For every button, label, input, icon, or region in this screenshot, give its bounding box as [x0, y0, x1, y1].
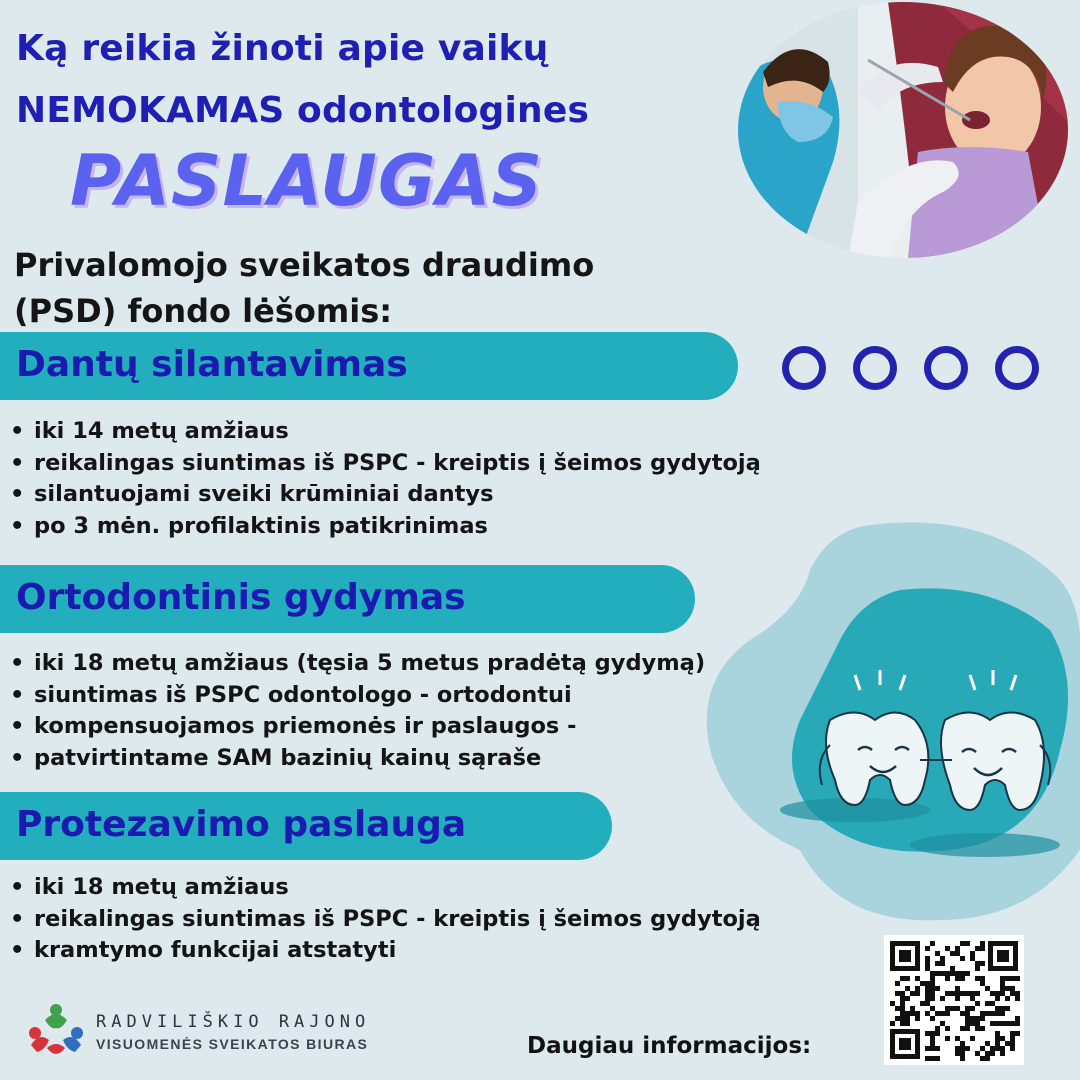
organization-name-line-2: VISUOMENĖS SVEIKATOS BIURAS	[96, 1036, 369, 1052]
title-line-2: NEMOKAMAS odontologines	[16, 90, 590, 131]
section-title: Dantų silantavimas	[16, 344, 408, 385]
subtitle-line-1: Privalomojo sveikatos draudimo	[14, 246, 595, 284]
list-item: • reikalingas siuntimas iš PSPC - kreiptis į šeimos gydytoją	[8, 904, 761, 936]
list-item-continued: • patvirtintame SAM bazinių kainų sąraše	[8, 743, 705, 775]
section-list-orthodontics	[8, 648, 705, 774]
title-line-1: Ką reikia žinoti apie vaikų	[16, 28, 549, 69]
list-item: • iki 18 metų amžiaus (tęsia 5 metus pradėtą gydymą)	[8, 648, 705, 680]
section-banner-prosthetics	[0, 792, 612, 860]
section-title: Ortodontinis gydymas	[16, 577, 466, 618]
list-item: • iki 14 metų amžiaus	[8, 416, 761, 448]
section-banner-sealants	[0, 332, 738, 400]
circle-icon	[924, 346, 968, 390]
section-banner-orthodontics	[0, 565, 695, 633]
list-item: • reikalingas siuntimas iš PSPC - kreiptis į šeimos gydytoją	[8, 448, 761, 480]
subtitle	[14, 242, 714, 334]
list-item: • po 3 mėn. profilaktinis patikrinimas	[8, 511, 761, 543]
title-line-3: PASLAUGAS	[70, 140, 543, 222]
list-item: • kramtymo funkcijai atstatyti	[8, 935, 761, 967]
section-list-prosthetics	[8, 872, 761, 967]
more-info-label: Daugiau informacijos:	[527, 1033, 812, 1059]
qr-code-icon[interactable]	[884, 935, 1024, 1065]
list-item: • kompensuojamos priemonės ir paslaugos -	[8, 711, 705, 743]
circle-icon	[782, 346, 826, 390]
circle-icon	[995, 346, 1039, 390]
list-item: • silantuojami sveiki krūminiai dantys	[8, 479, 761, 511]
section-title: Protezavimo paslauga	[16, 804, 467, 845]
subtitle-line-2: (PSD) fondo lėšomis:	[14, 292, 393, 330]
section-list-sealants	[8, 416, 761, 542]
list-item: • iki 18 metų amžiaus	[8, 872, 761, 904]
organization-logo-icon	[25, 1000, 87, 1062]
list-item: • siuntimas iš PSPC odontologo - ortodontui	[8, 680, 705, 712]
dentist-photo	[738, 2, 1068, 258]
circle-icon	[853, 346, 897, 390]
organization-name-line-1: RADVILIŠKIO RAJONO	[96, 1012, 371, 1032]
